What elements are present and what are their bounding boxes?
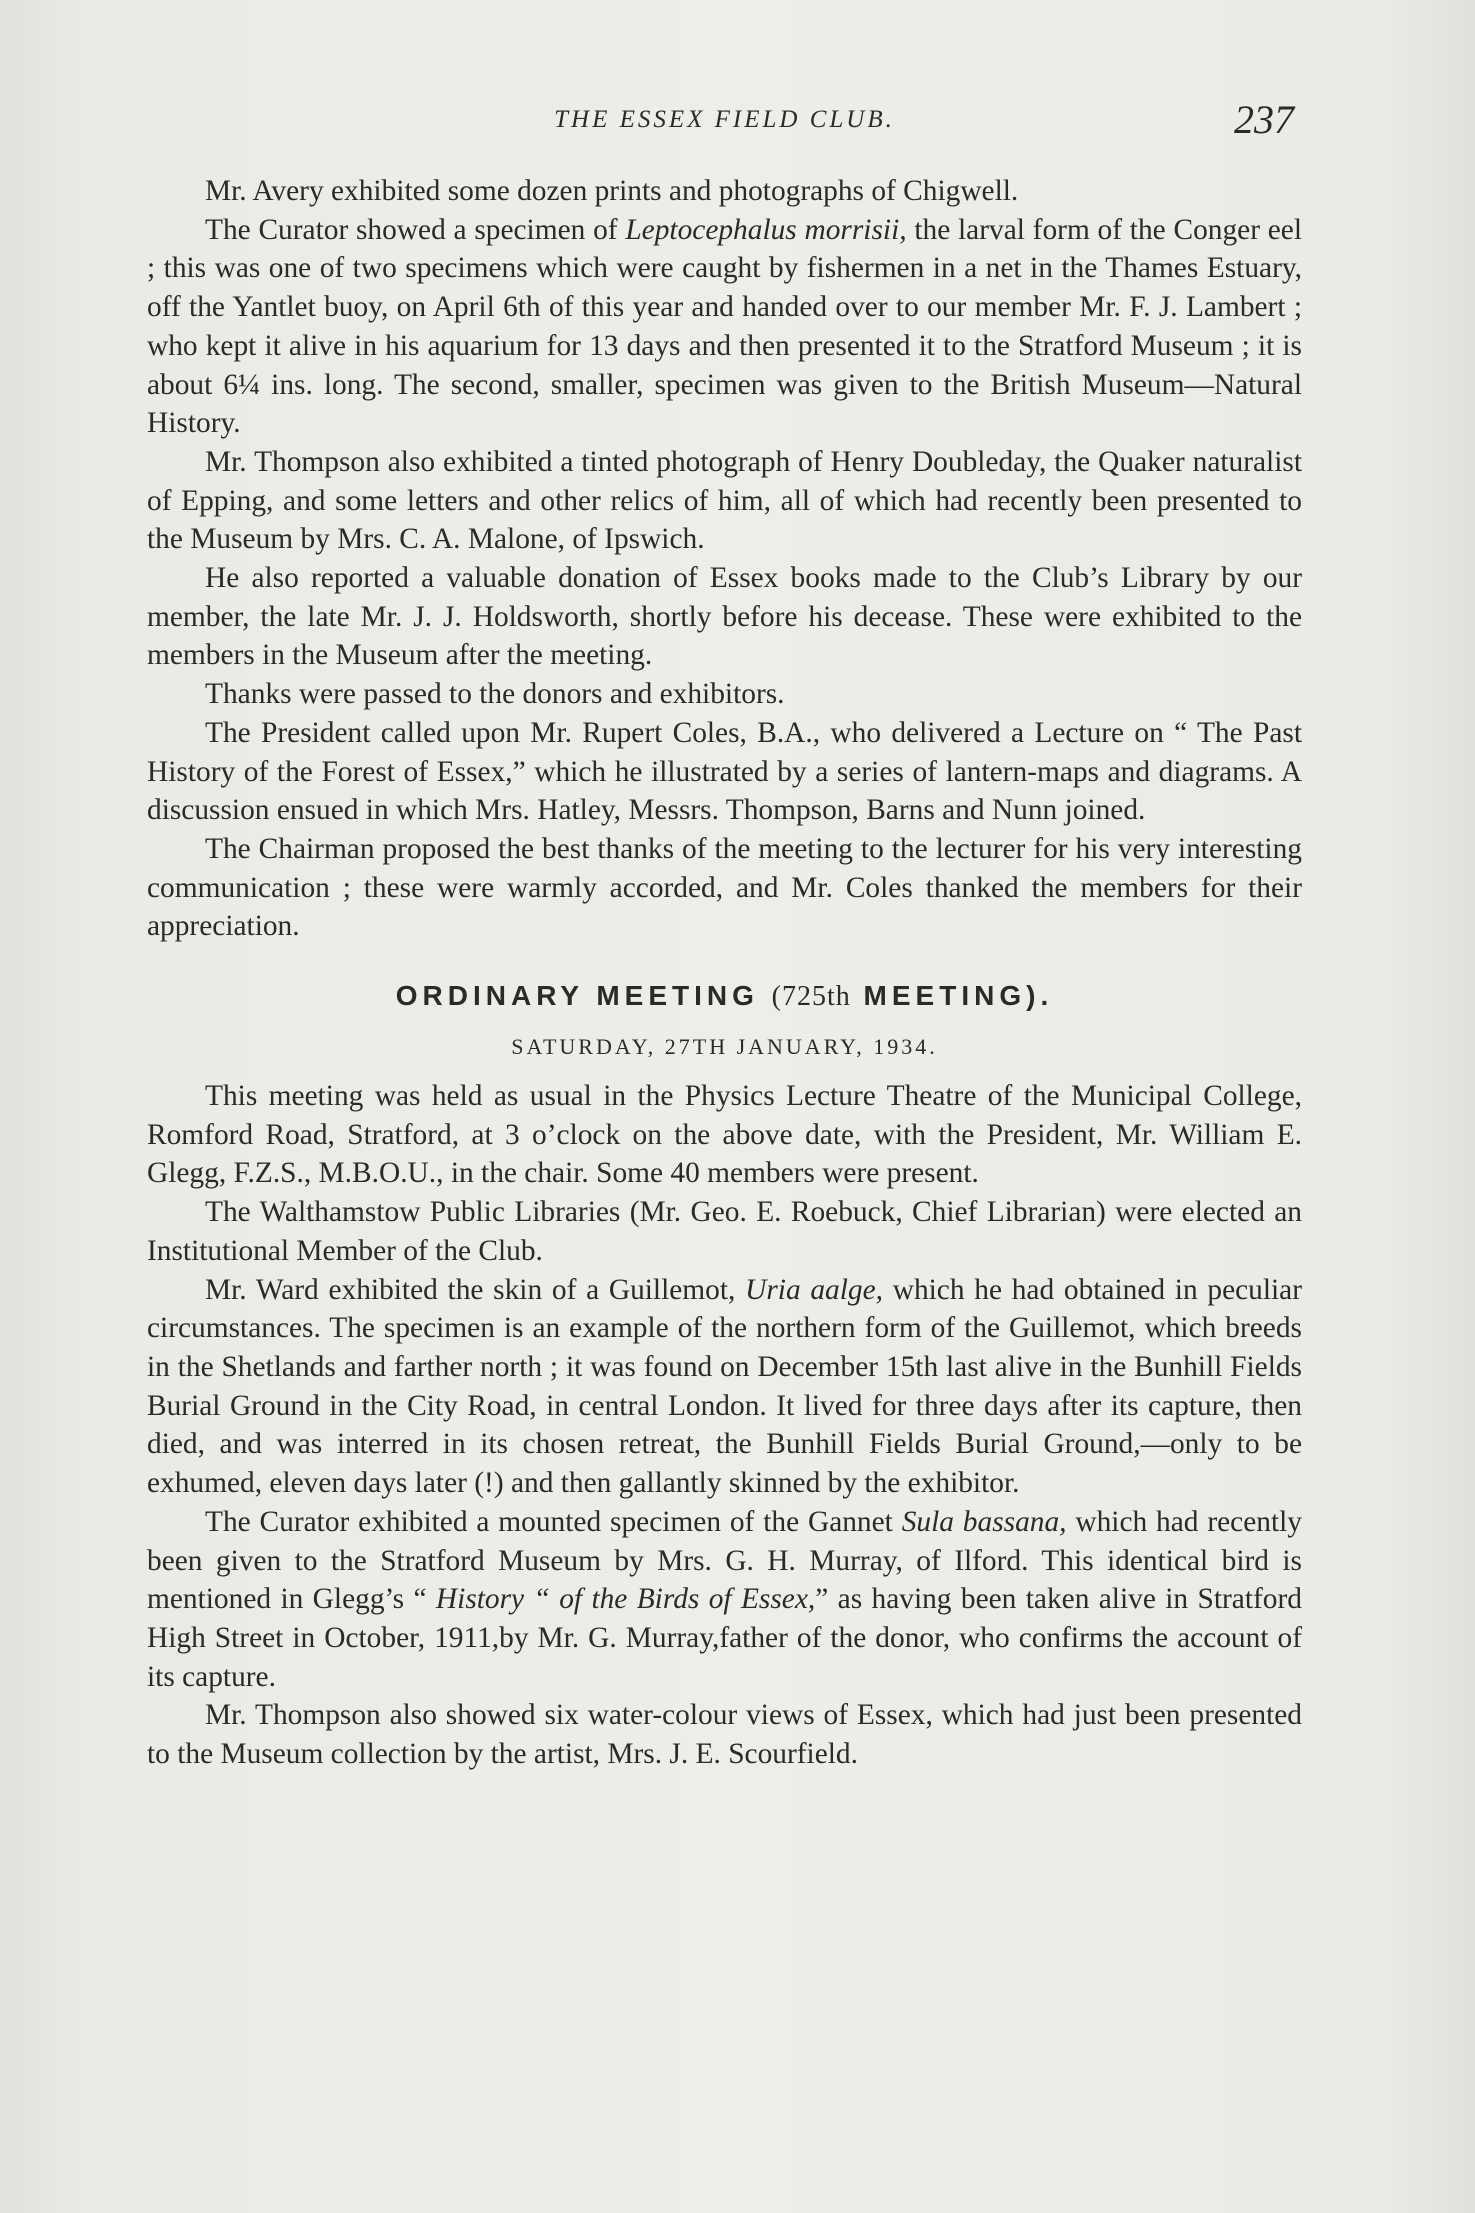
paragraph-text: which had recently been given to the Stratford Museum by Mrs. G. H. Murray, of Ilford. This identical bird is mentioned in Glegg’s “	[147, 1505, 1302, 1616]
paragraph-text: which he had obtained in peculiar circumstances. The specimen is an example of the northern form of the Guillemot, which breeds in the Shetlands and farther north ; it was found on December 15th last alive in the Bunhill Fields Burial Ground in the City Road, in central London. It lived for three days after its capture, then died, and was interred in its chosen retreat, the Bunhill Fields Burial Ground,—only to be exhumed, eleven days later (!) and then gallantly skinned by the exhibitor.	[147, 1273, 1303, 1500]
paragraph-text: He also reported a valuable donation of Essex books made to the Club’s Library by our member, the late Mr. J. J. Holdsworth, shortly before his decease. These were exhibited to the members in the Museum after the meeting.	[147, 562, 1302, 672]
paragraph	[147, 1696, 1302, 1773]
paragraph	[147, 675, 1302, 714]
paragraph-text: The President called upon Mr. Rupert Coles, B.A., who delivered a Lecture on “ The Past History of the Forest of Essex,” which he illustrated by a series of lantern-maps and diagrams. A discussion ensued in which Mrs. Hatley, Messrs. Thompson, Barns and Nunn joined.	[147, 716, 1302, 827]
paragraphs-before-meeting	[147, 172, 1302, 946]
paragraph-text: The Curator showed a specimen of	[205, 213, 626, 246]
meeting-heading-ordinal: (725th	[771, 981, 851, 1013]
paragraph	[147, 1077, 1302, 1193]
paragraph-text: the larval form of the Conger eel ; this was one of two specimens which were caught by fishermen in a net in the Thames Estuary, off the Yantlet buoy, on April 6th of this year and handed over to our member Mr. F. J. Lambert ; who kept it alive in his aquarium for 13 days and then presented it to the Stratford Museum ; it is about 6¼ ins. long. The second, smaller, specimen was given to the British Museum—Natural History.	[147, 213, 1302, 440]
paragraph-text: Mr. Ward exhibited the skin of a Guillemot,	[205, 1273, 746, 1306]
paragraph	[147, 830, 1302, 946]
italic-text: Sula bassana,	[901, 1505, 1067, 1538]
paragraph-text: The Chairman proposed the best thanks of the meeting to the lecturer for his very interesting communication ; these were warmly accorded, and Mr. Coles thanked the members for their appreciation.	[147, 832, 1302, 943]
paragraph	[147, 211, 1302, 443]
italic-text: Leptocephalus morrisii,	[625, 213, 907, 246]
paragraph-text: Mr. Thompson also showed six water-colour views of Essex, which had just been presented to the Museum collection by the artist, Mrs. J. E. Scourfield.	[147, 1699, 1302, 1771]
running-title: THE ESSEX FIELD CLUB.	[554, 106, 895, 133]
paragraphs-after-meeting	[147, 1077, 1302, 1774]
running-head	[147, 97, 1302, 150]
paragraph	[147, 1193, 1302, 1270]
paragraph-text: ” as having been taken alive in Stratford High Street in October, 1911,by Mr. G. Murray,father of the donor, who confirms the account of its capture.	[147, 1583, 1302, 1693]
meeting-date: SATURDAY, 27TH JANUARY, 1934.	[511, 1034, 938, 1060]
paragraph-text: This meeting was held as usual in the Physics Lecture Theatre of the Municipal College, Romford Road, Stratford, at 3 o’clock on the above date, with the President, Mr. William E. Glegg, F.Z.S., M.B.O.U., in the chair. Some 40 members were present.	[147, 1080, 1302, 1190]
page-number: 237	[1234, 97, 1294, 142]
meeting-heading-prefix: ORDINARY MEETING	[395, 980, 772, 1012]
meeting-heading-suffix: MEETING).	[850, 980, 1054, 1012]
paragraph-text: Mr. Thompson also exhibited a tinted photograph of Henry Doubleday, the Quaker naturalist of Epping, and some letters and other relics of him, all of which had recently been presented to the Museum by Mrs. C. A. Malone, of Ipswich.	[147, 445, 1302, 556]
meeting-heading	[147, 976, 1302, 1017]
paragraph	[147, 172, 1302, 211]
paragraph-text: Mr. Avery exhibited some dozen prints and photographs of Chigwell.	[205, 175, 1019, 207]
italic-text: Uria aalge,	[745, 1273, 883, 1306]
italic-text: History “ of the Birds of Essex,	[435, 1583, 816, 1616]
paragraph-text: The Curator exhibited a mounted specimen of the Gannet	[205, 1505, 902, 1538]
paragraph	[147, 1503, 1302, 1697]
body-text	[147, 172, 1302, 1774]
paragraph-text: The Walthamstow Public Libraries (Mr. Geo. E. Roebuck, Chief Librarian) were elected an Institutional Member of the Club.	[147, 1196, 1302, 1267]
paragraph	[147, 714, 1302, 830]
paragraph-text: Thanks were passed to the donors and exhibitors.	[205, 678, 785, 711]
paragraph	[147, 443, 1302, 559]
paragraph	[147, 559, 1302, 675]
paragraph	[147, 1271, 1302, 1503]
